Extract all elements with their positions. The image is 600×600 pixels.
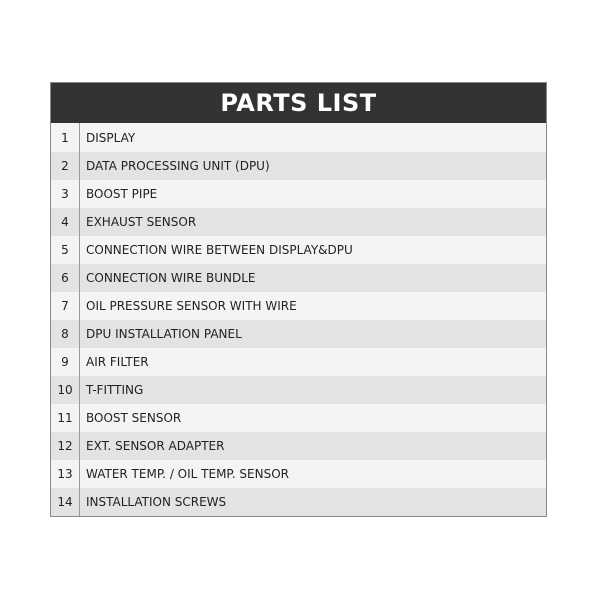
table-row: [51, 292, 546, 320]
part-number: 13: [51, 460, 80, 488]
part-name: EXT. SENSOR ADAPTER: [86, 439, 225, 453]
part-name: WATER TEMP. / OIL TEMP. SENSOR: [86, 467, 289, 481]
part-number: 11: [51, 404, 80, 432]
part-number: 12: [51, 432, 80, 460]
part-number: 8: [51, 320, 80, 348]
part-number: 6: [51, 264, 80, 292]
table-row: [51, 460, 546, 488]
table-row: [51, 152, 546, 180]
part-number: 5: [51, 236, 80, 264]
part-name: OIL PRESSURE SENSOR WITH WIRE: [86, 299, 297, 313]
part-number: 10: [51, 376, 80, 404]
part-name: CONNECTION WIRE BETWEEN DISPLAY&DPU: [86, 243, 353, 257]
table-row: [51, 348, 546, 376]
part-name: DATA PROCESSING UNIT (DPU): [86, 159, 270, 173]
part-name: EXHAUST SENSOR: [86, 215, 197, 229]
table-row: [51, 236, 546, 264]
parts-list-table: [50, 82, 547, 517]
part-name: AIR FILTER: [86, 355, 149, 369]
table-row: [51, 320, 546, 348]
table-row: [51, 404, 546, 432]
table-row: [51, 208, 546, 236]
part-name: T-FITTING: [86, 383, 144, 397]
part-number: 4: [51, 208, 80, 236]
table-row: [51, 180, 546, 208]
part-number: 9: [51, 348, 80, 376]
part-number: 14: [51, 488, 80, 516]
part-name: DISPLAY: [86, 130, 136, 145]
table-row: [51, 264, 546, 292]
table-row: [51, 488, 546, 516]
part-name: INSTALLATION SCREWS: [86, 495, 227, 509]
part-number: 2: [51, 152, 80, 180]
table-row: [51, 376, 546, 404]
table-row: [51, 123, 546, 152]
part-number: 3: [51, 180, 80, 208]
part-name: BOOST PIPE: [86, 187, 158, 201]
table-row: [51, 432, 546, 460]
parts-list-title: PARTS LIST: [51, 83, 546, 123]
parts-list-body: [51, 123, 546, 516]
part-name: BOOST SENSOR: [86, 411, 182, 425]
part-number: 7: [51, 292, 80, 320]
part-number: 1: [51, 123, 80, 152]
part-name: CONNECTION WIRE BUNDLE: [86, 271, 256, 285]
part-name: DPU INSTALLATION PANEL: [86, 327, 242, 341]
